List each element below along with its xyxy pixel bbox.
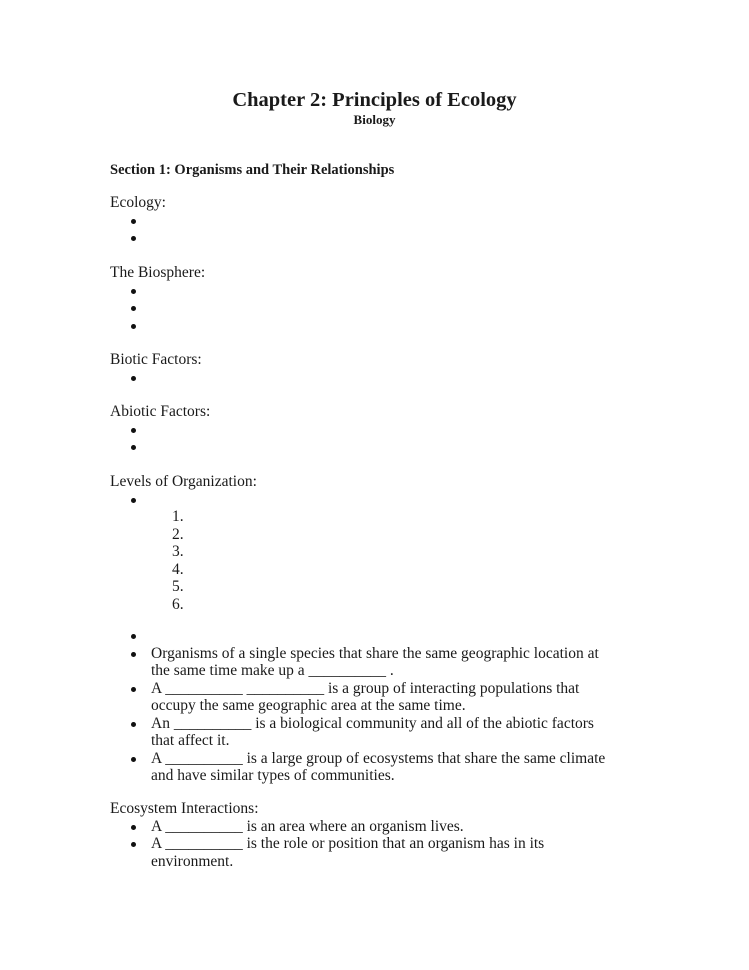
list-item	[110, 627, 610, 645]
numbered-item: 1.	[172, 508, 184, 525]
ecology-group	[110, 194, 610, 247]
abiotic-bullets	[110, 421, 610, 456]
list-item: A __________ __________ is a group of interacting populations that occupy the same geographic area at the same time.	[110, 680, 610, 715]
ecology-bullets	[110, 212, 610, 247]
list-item: An __________ is a biological community and all of the abiotic factors that affect it.	[110, 715, 610, 750]
numbered-item: 6.	[172, 595, 184, 613]
biosphere-bullets	[110, 282, 610, 335]
list-item: A __________ is a large group of ecosystems that share the same climate and have similar types of communities.	[110, 750, 610, 785]
biosphere-group	[110, 264, 610, 334]
levels-bullets	[110, 491, 610, 509]
levels-fill-in-bullets	[110, 627, 610, 785]
biosphere-label: The Biosphere:	[110, 264, 206, 281]
list-item	[110, 438, 610, 456]
levels-fill-in-group	[110, 627, 610, 785]
numbered-item: 5.	[172, 578, 184, 595]
list-item	[110, 282, 610, 300]
list-item: A __________ is the role or position that an organism has in its environment.	[110, 835, 610, 870]
numbered-item: 3.	[172, 543, 184, 560]
interactions-bullets	[110, 818, 610, 871]
list-item	[110, 317, 610, 335]
list-item: Organisms of a single species that share the same geographic location at the same time make up a __________ .	[110, 645, 610, 680]
interactions-label: Ecosystem Interactions:	[110, 800, 259, 817]
list-item	[110, 229, 610, 247]
ecology-label: Ecology:	[110, 194, 166, 211]
numbered-item: 4.	[172, 560, 184, 578]
abiotic-label: Abiotic Factors:	[110, 403, 211, 420]
abiotic-group	[110, 403, 610, 456]
section-heading: Section 1: Organisms and Their Relationships	[110, 162, 395, 178]
levels-label: Levels of Organization:	[110, 473, 257, 490]
biotic-label: Biotic Factors:	[110, 351, 202, 368]
list-item	[110, 369, 610, 387]
list-item	[110, 212, 610, 230]
list-item: A __________ is an area where an organism lives.	[110, 818, 610, 836]
page-title: Chapter 2: Principles of Ecology	[232, 89, 517, 111]
levels-numbered-list	[110, 508, 610, 613]
page-subtitle: Biology	[353, 112, 396, 127]
list-item	[110, 421, 610, 439]
list-item	[110, 299, 610, 317]
biotic-bullets	[110, 369, 610, 387]
list-item	[110, 491, 610, 509]
biotic-group	[110, 351, 610, 386]
numbered-item: 2.	[172, 525, 184, 543]
levels-group	[110, 473, 610, 613]
interactions-group	[110, 800, 610, 870]
